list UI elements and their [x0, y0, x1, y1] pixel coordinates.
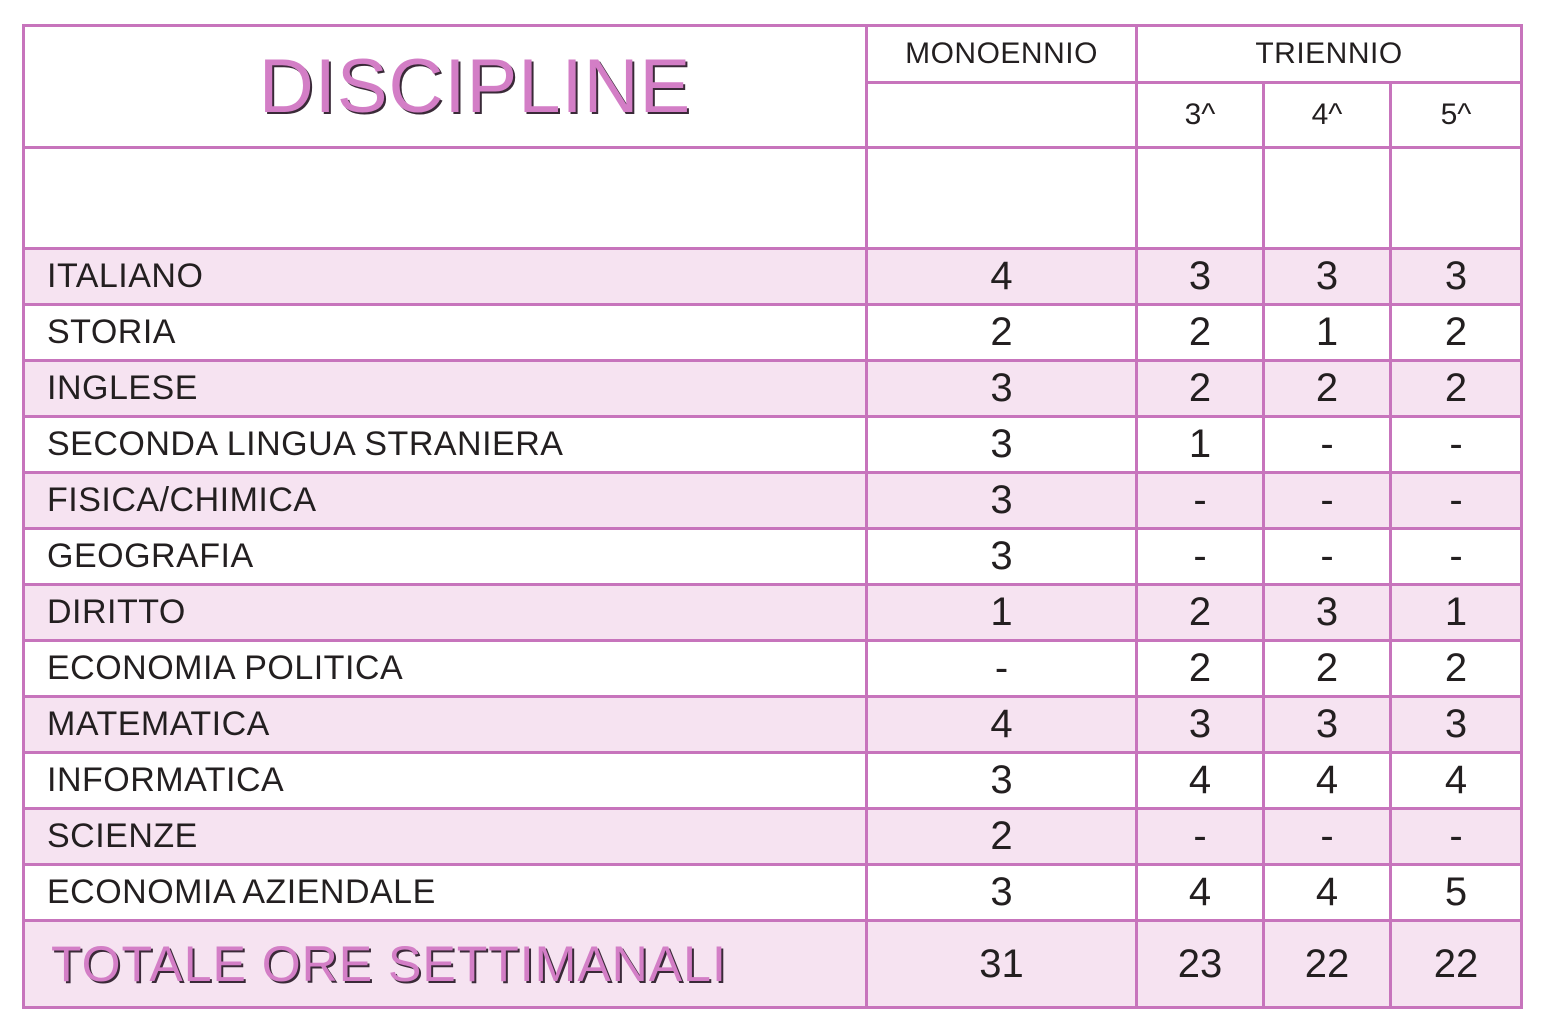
- total-label: TOTALE ORE SETTIMANALI: [51, 936, 727, 992]
- hours-cell: [1391, 865, 1522, 921]
- hours-cell: [1391, 417, 1522, 473]
- hours-cell: [1391, 585, 1522, 641]
- hours-value: 3: [1444, 254, 1468, 298]
- year-5-header-cell: [1391, 83, 1522, 148]
- subject-label: MATEMATICA: [47, 705, 270, 743]
- year-3-header-cell: [1137, 83, 1264, 148]
- total-row: [24, 921, 1522, 1008]
- hours-value: 3: [1315, 590, 1339, 634]
- hours-cell: [1391, 529, 1522, 585]
- table-row: [24, 641, 1522, 697]
- hours-cell: [867, 809, 1137, 865]
- hours-cell: [1264, 641, 1391, 697]
- hours-value: -: [1320, 534, 1334, 578]
- hours-value: 2: [1444, 366, 1468, 410]
- table-row: [24, 305, 1522, 361]
- subject-cell: [24, 305, 867, 361]
- hours-cell: [1137, 585, 1264, 641]
- table-row: [24, 361, 1522, 417]
- subject-label: SCIENZE: [47, 817, 198, 855]
- subject-label: INGLESE: [47, 369, 198, 407]
- title-cell: [24, 26, 867, 148]
- hours-value: -: [1193, 478, 1207, 522]
- hours-cell: [1391, 697, 1522, 753]
- hours-value: 4: [1188, 758, 1212, 802]
- hours-cell: [1264, 417, 1391, 473]
- table-row: [24, 529, 1522, 585]
- year-3-header: 3^: [1184, 98, 1216, 131]
- subject-label: INFORMATICA: [47, 761, 285, 799]
- table-row: [24, 417, 1522, 473]
- hours-cell: [867, 473, 1137, 529]
- header-row-1: [24, 26, 1522, 83]
- table-row: [24, 809, 1522, 865]
- hours-cell: [1137, 417, 1264, 473]
- hours-value: 1: [1188, 422, 1212, 466]
- curriculum-table: [22, 24, 1523, 1009]
- hours-value: 2: [990, 310, 1013, 354]
- monoennio-header-cell: [867, 26, 1137, 83]
- hours-value: 3: [1188, 254, 1212, 298]
- total-label-cell: [24, 921, 867, 1008]
- hours-value: 2: [1315, 646, 1339, 690]
- hours-value: -: [1320, 814, 1334, 858]
- hours-cell: [1137, 473, 1264, 529]
- hours-value: 2: [990, 814, 1013, 858]
- table-row: [24, 249, 1522, 305]
- triennio-header-cell: [1137, 26, 1522, 83]
- total-value: 23: [1177, 941, 1223, 986]
- table-row: [24, 753, 1522, 809]
- hours-cell: [1391, 753, 1522, 809]
- table-row: [24, 585, 1522, 641]
- monoennio-subheader-cell: [867, 83, 1137, 148]
- hours-value: 4: [990, 702, 1013, 746]
- hours-cell: [1137, 305, 1264, 361]
- table-row: [24, 473, 1522, 529]
- hours-cell: [1391, 361, 1522, 417]
- blank-row: [24, 148, 1522, 249]
- hours-value: 3: [990, 758, 1013, 802]
- curriculum-table-container: [22, 24, 1520, 1008]
- hours-cell: [1264, 305, 1391, 361]
- hours-value: 4: [1315, 758, 1339, 802]
- total-cell: [867, 921, 1137, 1008]
- hours-value: 3: [990, 534, 1013, 578]
- hours-value: 4: [1444, 758, 1468, 802]
- hours-cell: [867, 585, 1137, 641]
- subject-label: ECONOMIA AZIENDALE: [47, 873, 436, 911]
- subject-cell: [24, 585, 867, 641]
- hours-value: 5: [1444, 870, 1468, 914]
- total-value: 22: [1304, 941, 1350, 986]
- hours-value: 2: [1188, 310, 1212, 354]
- hours-cell: [867, 417, 1137, 473]
- hours-value: -: [1320, 422, 1334, 466]
- hours-value: 2: [1444, 310, 1468, 354]
- hours-cell: [1264, 809, 1391, 865]
- subject-label: FISICA/CHIMICA: [47, 481, 317, 519]
- hours-cell: [1137, 865, 1264, 921]
- hours-cell: [867, 305, 1137, 361]
- hours-cell: [1391, 473, 1522, 529]
- hours-cell: [1264, 753, 1391, 809]
- hours-cell: [1264, 361, 1391, 417]
- year-5-header: 5^: [1440, 98, 1472, 131]
- subject-cell: [24, 865, 867, 921]
- hours-value: 2: [1188, 366, 1212, 410]
- subject-cell: [24, 249, 867, 305]
- hours-cell: [1137, 641, 1264, 697]
- hours-value: -: [1449, 478, 1463, 522]
- hours-cell: [1264, 473, 1391, 529]
- hours-cell: [867, 697, 1137, 753]
- hours-value: 3: [1188, 702, 1212, 746]
- hours-value: 2: [1188, 590, 1212, 634]
- hours-value: 2: [1444, 646, 1468, 690]
- subject-cell: [24, 697, 867, 753]
- hours-cell: [867, 361, 1137, 417]
- hours-cell: [1137, 529, 1264, 585]
- year-4-header-cell: [1264, 83, 1391, 148]
- hours-cell: [867, 753, 1137, 809]
- subject-cell: [24, 417, 867, 473]
- hours-value: 3: [990, 870, 1013, 914]
- subject-label: GEOGRAFIA: [47, 537, 254, 575]
- hours-value: 4: [1315, 870, 1339, 914]
- blank-cell: [1137, 148, 1264, 249]
- hours-value: -: [1449, 534, 1463, 578]
- hours-value: 3: [1315, 254, 1339, 298]
- total-cell: [1264, 921, 1391, 1008]
- hours-cell: [1264, 865, 1391, 921]
- hours-value: 3: [990, 366, 1013, 410]
- hours-cell: [1264, 585, 1391, 641]
- triennio-header: TRIENNIO: [1255, 37, 1403, 70]
- subject-label: ECONOMIA POLITICA: [47, 649, 404, 687]
- table-row: [24, 697, 1522, 753]
- table-title: DISCIPLINE: [258, 44, 692, 129]
- total-cell: [1137, 921, 1264, 1008]
- hours-cell: [1264, 529, 1391, 585]
- hours-value: -: [1449, 422, 1463, 466]
- hours-value: 3: [1444, 702, 1468, 746]
- hours-value: -: [1193, 534, 1207, 578]
- hours-cell: [1391, 249, 1522, 305]
- subject-cell: [24, 361, 867, 417]
- subject-cell: [24, 473, 867, 529]
- hours-cell: [1391, 809, 1522, 865]
- hours-value: -: [1320, 478, 1334, 522]
- hours-cell: [1137, 753, 1264, 809]
- total-value: 31: [979, 941, 1024, 986]
- blank-cell: [24, 148, 867, 249]
- hours-cell: [1137, 361, 1264, 417]
- hours-value: 1: [1315, 310, 1339, 354]
- subject-cell: [24, 641, 867, 697]
- hours-cell: [1137, 697, 1264, 753]
- hours-value: 1: [1444, 590, 1468, 634]
- year-4-header: 4^: [1311, 98, 1343, 131]
- hours-value: 2: [1188, 646, 1212, 690]
- total-value: 22: [1433, 941, 1479, 986]
- hours-cell: [1264, 697, 1391, 753]
- subject-cell: [24, 529, 867, 585]
- blank-cell: [1391, 148, 1522, 249]
- hours-cell: [867, 641, 1137, 697]
- blank-cell: [1264, 148, 1391, 249]
- hours-value: 2: [1315, 366, 1339, 410]
- hours-cell: [1137, 249, 1264, 305]
- table-row: [24, 865, 1522, 921]
- hours-value: 4: [990, 254, 1013, 298]
- hours-value: 4: [1188, 870, 1212, 914]
- total-cell: [1391, 921, 1522, 1008]
- hours-value: -: [1449, 814, 1463, 858]
- hours-cell: [867, 865, 1137, 921]
- hours-cell: [867, 529, 1137, 585]
- hours-cell: [1264, 249, 1391, 305]
- subject-label: STORIA: [47, 313, 176, 351]
- hours-value: -: [1193, 814, 1207, 858]
- subject-label: DIRITTO: [47, 593, 186, 631]
- monoennio-header: MONOENNIO: [905, 37, 1098, 70]
- hours-value: 3: [990, 422, 1013, 466]
- hours-value: 3: [1315, 702, 1339, 746]
- hours-value: 1: [990, 590, 1013, 634]
- subject-label: SECONDA LINGUA STRANIERA: [47, 425, 564, 463]
- hours-cell: [1137, 809, 1264, 865]
- hours-value: 3: [990, 478, 1013, 522]
- hours-value: -: [994, 646, 1009, 690]
- subject-label: ITALIANO: [47, 257, 204, 295]
- hours-cell: [1391, 305, 1522, 361]
- hours-cell: [1391, 641, 1522, 697]
- hours-cell: [867, 249, 1137, 305]
- subject-cell: [24, 809, 867, 865]
- subject-cell: [24, 753, 867, 809]
- blank-cell: [867, 148, 1137, 249]
